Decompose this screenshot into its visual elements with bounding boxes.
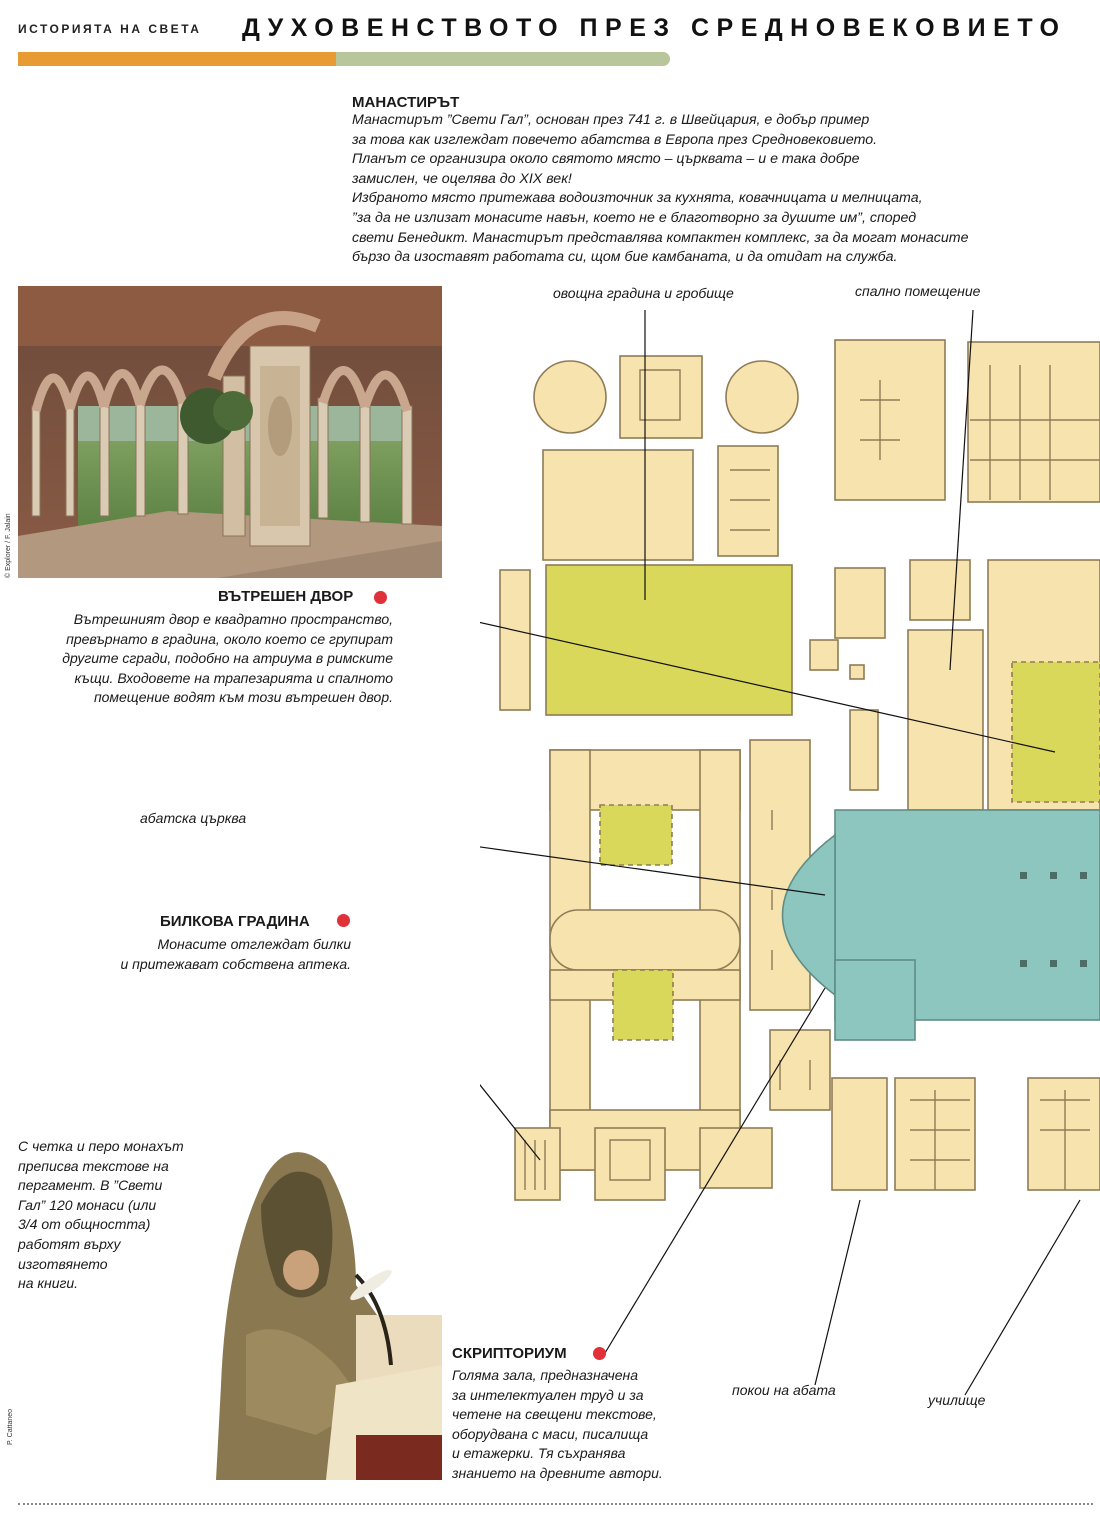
scriptorium-marker-dot	[593, 1347, 606, 1360]
monastery-floor-plan	[480, 270, 1100, 1510]
cloister-text	[18, 610, 393, 708]
school-label: училище	[928, 1392, 986, 1408]
monk-caption-line: пергамент. В ”Свети	[18, 1177, 163, 1194]
abbey-church-label: абатска църква	[140, 810, 247, 826]
series-title: ИСТОРИЯТА НА СВЕТА	[18, 22, 202, 36]
cloister-line: другите сгради, подобно на атриума в римските	[62, 650, 393, 666]
intro-line: за това как изглеждат повечето абатства в Европа през Средновековието.	[352, 131, 878, 148]
dormitory-label: спално помещение	[855, 283, 981, 299]
scriptorium-line: четене на свещени текстове,	[452, 1406, 657, 1422]
monk-caption-line: преписва текстове на	[18, 1157, 169, 1174]
intro-line: Манастирът ”Свети Гал”, основан през 741 г. в Швейцария, е добър пример	[352, 112, 870, 128]
monk-caption-line: Гал” 120 монаси (или	[18, 1196, 157, 1213]
cloister-marker-dot	[374, 591, 387, 604]
monk-caption	[18, 1137, 218, 1294]
intro-line: свети Бенедикт. Манастирът представлява компактен комплекс, за да могат монасите	[352, 229, 969, 246]
intro-line: замислен, че оцелява до XIX век!	[352, 170, 572, 187]
monk-caption-line: работят върху	[18, 1235, 121, 1252]
page-title: ДУХОВЕНСТВОТО ПРЕЗ СРЕДНОВЕКОВИЕТО	[242, 14, 1067, 42]
monk-caption-line: на книги.	[18, 1275, 79, 1292]
scriptorium-line: за интелектуален труд и за	[452, 1386, 644, 1403]
cloister-photo	[18, 286, 442, 578]
monk-illustration	[206, 1135, 442, 1480]
cloister-line: къщи. Входовете на трапезарията и спалното	[74, 669, 393, 686]
monastery-text	[352, 111, 1017, 268]
abbot-quarters-label: покои на абата	[732, 1382, 836, 1398]
scriptorium-line: оборудвана с маси, писалища	[452, 1425, 649, 1442]
herb-line: и притежават собствена аптека.	[120, 955, 351, 972]
herb-garden-marker-dot	[337, 914, 350, 927]
intro-line: Избраното място притежава водоизточник за кухнята, ковачницата и мелницата,	[352, 190, 923, 207]
monk-caption-line: С четка и перо монахът	[18, 1138, 184, 1154]
scriptorium-heading: СКРИПТОРИУМ	[452, 1345, 567, 1362]
monk-credit: P. Cattaneo	[7, 1408, 14, 1445]
orchard-cemetery-label: овощна градина и гробище	[553, 285, 734, 301]
cloister-line: Вътрешният двор е квадратно пространство,	[73, 611, 393, 627]
cloister-line: помещение водят към този вътрешен двор.	[93, 689, 393, 705]
cloister-line: превърнато в градина, около което се групират	[66, 630, 393, 647]
scriptorium-line: Голяма зала, предназначена	[452, 1367, 639, 1383]
herb-garden-text	[18, 935, 351, 974]
cloister-heading: ВЪТРЕШЕН ДВОР	[218, 588, 354, 605]
intro-line: бързо да изоставят работата си, щом бие камбаната, и да отидат на служба.	[352, 249, 898, 266]
scriptorium-line: знанието на древните автори.	[452, 1464, 663, 1481]
photo-credit: © Explorer / F. Jalain	[5, 513, 12, 578]
footer-dotted-line	[18, 1503, 1093, 1505]
intro-line: ”за да не излизат монасите навън, което не е благотворно за душите им”, според	[352, 209, 917, 226]
monk-caption-line: изготвянето	[18, 1255, 108, 1272]
scriptorium-text	[452, 1366, 712, 1483]
herb-line: Монасите отглеждат билки	[157, 936, 351, 952]
intro-line: Планът се организира около святото място – църквата – и е така добре	[352, 151, 860, 168]
herb-garden-heading: БИЛКОВА ГРАДИНА	[160, 913, 310, 930]
header-color-band	[18, 52, 670, 66]
scriptorium-line: и етажерки. Тя съхранява	[452, 1445, 626, 1461]
monk-caption-line: 3/4 от общността)	[18, 1216, 151, 1233]
monastery-heading: МАНАСТИРЪТ	[352, 94, 460, 111]
